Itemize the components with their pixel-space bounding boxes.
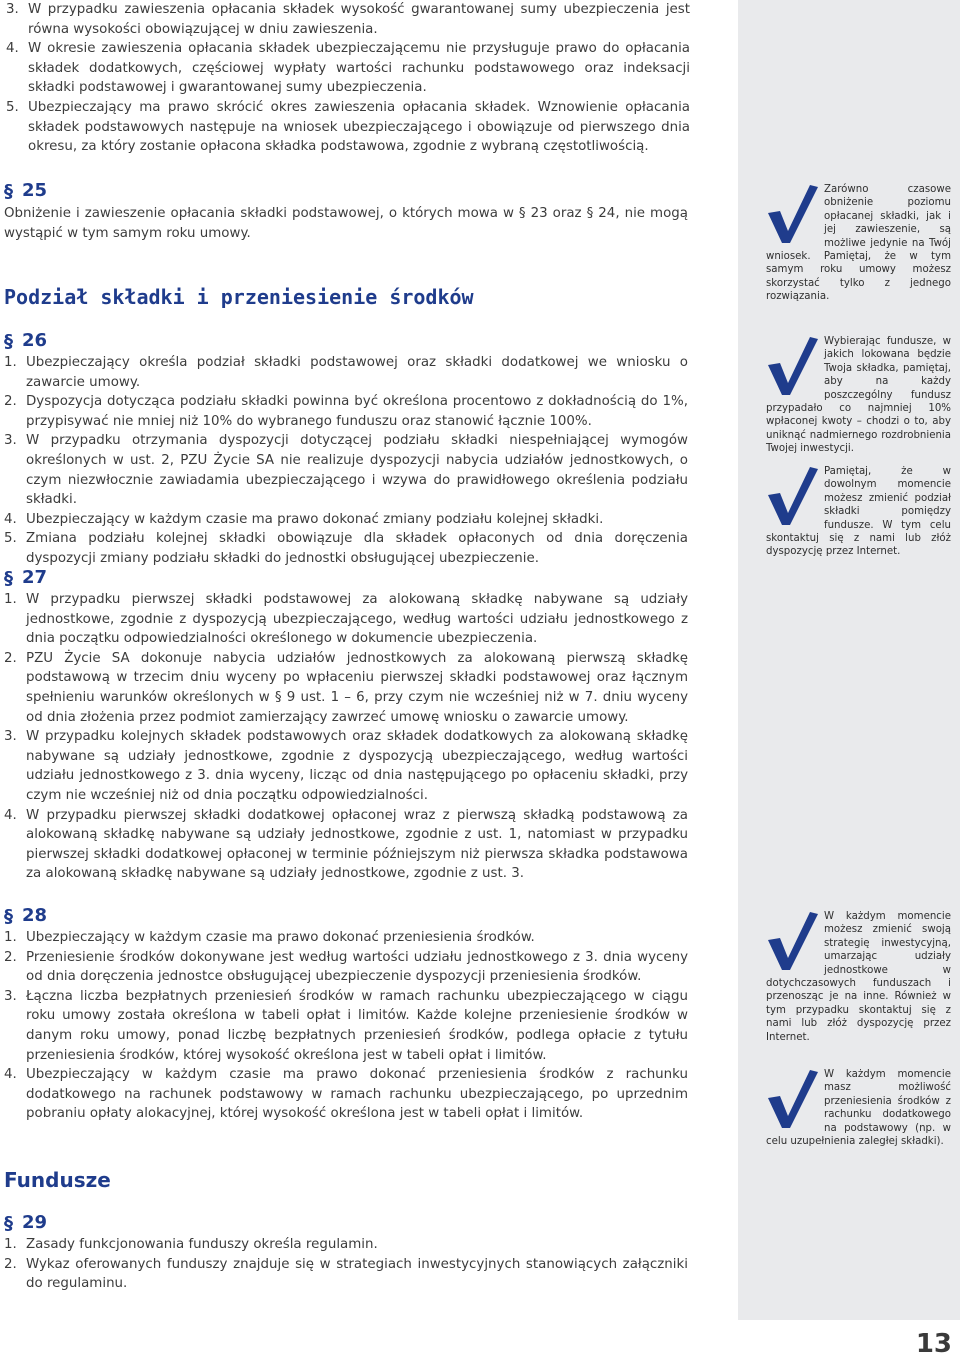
sidebar-note <box>766 1068 951 1148</box>
item-text: Ubezpieczający określa podział składki podstawowej oraz składki dodatkowej we wniosku o zawarcie umowy. <box>26 355 688 390</box>
sidebar-note <box>766 910 951 1044</box>
list-item <box>4 529 688 568</box>
svg-text:§: § <box>4 331 13 351</box>
item-text: Łączna liczba bezpłatnych przeniesień środków w ramach rachunku ubezpieczającego w ciągu roku umowy została określona w tabeli opłat i limitów. Każde kolejne przeniesienie środków w danym roku umowy, ponad liczbę bezpłatnych przeniesień środków, podlega opłacie z tytułu przeniesienia środków, której wysokość określona jest w tabeli opłat i limitów. <box>26 988 688 1063</box>
item-number: 2. <box>4 650 17 666</box>
section-26 <box>4 330 688 569</box>
section-28-list <box>4 928 688 1124</box>
item-number: 1. <box>4 930 17 945</box>
item-text: Dyspozycja dotycząca podziału składki powinna być określona procentowo z dokładnością do 1%, przypisywać nie mniej niż 10% do wybranego funduszu oraz stanowić łącznie 100%. <box>26 394 688 429</box>
sidebar-note <box>766 183 951 304</box>
item-text: W przypadku kolejnych składek podstawowych oraz składek dodatkowych za alokowaną składkę nabywane są udziały jednostkowe, zgodnie z dyspozycją ubezpieczającego, według wartości udziału jednostkowego z 3. dnia wyceny, licząc od dnia następującego po opłaceniu składki, przy czym nie wcześniej niż od dnia początku odpowiedzialności. <box>26 729 688 803</box>
item-text: Ubezpieczający ma prawo skrócić okres zawieszenia opłacania składek. Wznowienie opłacania składek podstawowych następuje na wniosek ubezpieczającego i obowiązuje od pierwszego dnia okresu, za który zostanie opłacona składka podstawowa, zgodnie z wybraną częstotliwością. <box>28 99 690 155</box>
item-number: 5. <box>4 531 17 547</box>
list-item <box>4 353 688 392</box>
checkmark-icon <box>766 1068 818 1130</box>
list-item <box>6 98 690 157</box>
list-item <box>4 948 688 987</box>
heading-podzial: Podział składki i przeniesienie środków <box>4 285 474 309</box>
section-number: 27 <box>22 567 48 588</box>
item-number: 1. <box>4 592 17 607</box>
item-text: W przypadku pierwszej składki dodatkowej opłaconej wraz z pierwszą składką podstawową za alokowaną składkę nabywane są udziały jednostkowe, zgodnie z ust. 1, natomiast w przypadku pierwszej składki dodatkowej opłaconej w terminie późniejszym niż pierwsza składka podstawowa za alokowaną składkę nabywane są udziały jednostkowe, zgodnie z ust. 3. <box>26 807 688 882</box>
item-number: 2. <box>4 1256 17 1272</box>
item-number: 2. <box>4 394 17 410</box>
section-sign-icon <box>4 181 16 201</box>
heading-fundusze: Fundusze <box>4 1168 111 1192</box>
list-item <box>4 928 688 948</box>
page-number: 13 <box>915 1329 952 1359</box>
section-27-list <box>4 590 688 884</box>
section-26-list <box>4 353 688 569</box>
item-text: Ubezpieczający w każdym czasie ma prawo dokonać przeniesienia środków z rachunku dodatkowego na rachunek podstawowy w ramach rachunku ubezpieczającego, po uprzednim pobraniu opłaty alokacyjnej, której wysokość określona jest w tabeli opłat i limitów. <box>26 1067 688 1122</box>
svg-text:§: § <box>4 1213 13 1233</box>
item-number: 3. <box>6 2 19 17</box>
section-28 <box>4 905 688 1124</box>
checkmark-icon <box>766 183 818 245</box>
item-number: 5. <box>6 99 19 115</box>
section-sign-icon <box>4 568 16 588</box>
section-sign-icon <box>4 906 16 926</box>
section-heading <box>4 905 688 927</box>
intro-section <box>6 0 690 157</box>
svg-text:§: § <box>4 181 13 201</box>
note-text: Zarówno czasowe obniżenie poziomu opłacanej składki, jak i jej zawieszenie, są możliwe jedynie na Twój wniosek. Pamiętaj, że w tym samym roku umowy możesz skorzystać tylko z jednego rozwiązania. <box>766 184 951 303</box>
item-text: Wykaz oferowanych funduszy znajduje się w strategiach inwestycyjnych stanowiących załączniki do regulaminu. <box>26 1256 688 1292</box>
section-29-list <box>4 1235 688 1294</box>
section-sign-icon <box>4 331 16 351</box>
note-text: W każdym momencie możesz zmienić swoją strategię inwestycyjną, umarzając udziały jednostkowe w dotychczasowych funduszach i przenosząc je na inne. Również w tym przypadku skontaktuj się z nami lub złóż dyspozycję przez Internet. <box>766 911 951 1043</box>
item-number: 2. <box>4 949 17 965</box>
section-heading <box>4 567 688 589</box>
section-sign-icon <box>4 1213 16 1233</box>
svg-text:§: § <box>4 906 13 926</box>
item-number: 1. <box>4 355 17 370</box>
list-item <box>6 39 690 98</box>
item-text: W okresie zawieszenia opłacania składek ubezpieczającemu nie przysługuje prawo do opłacania składek dodatkowych, częściowej wypłaty wartości rachunku podstawowego oraz indeksacji składki podstawowej i gwarantowanej sumy ubezpieczenia. <box>28 41 690 96</box>
item-number: 1. <box>4 1237 17 1252</box>
list-item <box>4 649 688 727</box>
list-item <box>4 987 688 1065</box>
item-text: Ubezpieczający w każdym czasie ma prawo dokonać zmiany podziału kolejnej składki. <box>26 511 604 527</box>
section-heading <box>4 180 688 202</box>
note-text: W każdym momencie masz możliwość przeniesienia środków z rachunku dodatkowego na podstawowy (np. w celu uzupełnienia zaległej składki). <box>766 1069 951 1148</box>
section-number: 25 <box>22 180 48 201</box>
sidebar-note <box>766 335 951 456</box>
item-text: Ubezpieczający w każdym czasie ma prawo dokonać przeniesienia środków. <box>26 930 535 945</box>
section-25 <box>4 180 688 243</box>
item-number: 4. <box>4 807 17 823</box>
item-number: 3. <box>4 433 17 449</box>
list-item <box>4 1235 688 1255</box>
checkmark-icon <box>766 335 818 397</box>
item-number: 4. <box>4 511 17 527</box>
item-text: W przypadku otrzymania dyspozycji dotyczącej podziału składki niespełniającej wymogów określonych w ust. 2, PZU Życie SA nie realizuje dyspozycji nabycia udziałów jednostkowych, o czym niezwłocznie zawiadamia ubezpieczającego i wzywa do prawidłowego określenia podziału składki. <box>26 433 688 508</box>
sidebar-note <box>766 465 951 559</box>
note-text: Pamiętaj, że w dowolnym momencie możesz zmienić podział składki pomiędzy fundusze. W tym celu skontaktuj się z nami lub złóż dyspozycję przez Internet. <box>766 466 951 558</box>
list-item <box>4 727 688 805</box>
list-item <box>4 1255 688 1294</box>
section-heading <box>4 1212 688 1234</box>
section-number: 29 <box>22 1212 48 1233</box>
section-27 <box>4 567 688 884</box>
svg-text:§: § <box>4 568 13 588</box>
item-number: 4. <box>6 41 19 57</box>
item-number: 3. <box>4 729 17 745</box>
list-item <box>4 806 688 884</box>
list-item <box>4 510 688 530</box>
section-number: 28 <box>22 905 48 926</box>
item-text: Zmiana podziału kolejnej składki obowiązuje dla składek opłaconych od dnia doręczenia dyspozycji zmiany podziału składki do jednostki obsługującej ubezpieczenie. <box>26 531 688 566</box>
item-text: W przypadku zawieszenia opłacania składek wysokość gwarantowanej sumy ubezpieczenia jest równa wysokości obowiązującej w dniu zawieszenia. <box>28 2 690 37</box>
item-text: Przeniesienie środków dokonywane jest według wartości udziału jednostkowego z 3. dnia wyceny od dnia doręczenia jednostce obsługującej ubezpieczenie dyspozycji przeniesienia środków. <box>26 949 688 985</box>
section-text: Obniżenie i zawieszenie opłacania składki podstawowej, o których mowa w § 23 oraz § 24, nie mogą wystąpić w tym samym roku umowy. <box>4 206 688 241</box>
item-text: W przypadku pierwszej składki podstawowej za alokowaną składkę nabywane są udziały jednostkowe, zgodnie z dyspozycją ubezpieczającego, według wartości udziału jednostkowego z dnia początku odpowiedzialności określonego w dokumencie ubezpieczenia. <box>26 592 688 647</box>
list-item <box>4 431 688 509</box>
list-item <box>4 392 688 431</box>
checkmark-icon <box>766 465 818 527</box>
list-item <box>6 0 690 39</box>
section-29 <box>4 1212 688 1294</box>
checkmark-icon <box>766 910 818 972</box>
item-number: 3. <box>4 988 17 1004</box>
item-text: Zasady funkcjonowania funduszy określa regulamin. <box>26 1237 378 1252</box>
list-item <box>4 1065 688 1124</box>
item-number: 4. <box>4 1067 17 1083</box>
note-text: Wybierając fundusze, w jakich lokowana będzie Twoja składka, pamiętaj, aby na każdy poszczególny fundusz przypadało co najmniej 10% wpłaconej kwoty – chodzi o to, aby uniknąć nadmiernego rozdrobnienia Twojej inwestycji. <box>766 336 951 455</box>
section-number: 26 <box>22 330 48 351</box>
list-item <box>4 590 688 649</box>
section-heading <box>4 330 688 352</box>
item-text: PZU Życie SA dokonuje nabycia udziałów jednostkowych za alokowaną pierwszą składkę podstawową w trzecim dniu wyceny po wpłaceniu pierwszej składki podstawowej oraz łącznym spełnieniu warunków określonych w § 9 ust. 1 – 6, przy czym nie wcześniej niż w 7. dniu wyceny od dnia złożenia przez podmiot zamierzający zawrzeć umowę wniosku o zawarcie umowy. <box>26 650 688 725</box>
intro-list <box>6 0 690 157</box>
